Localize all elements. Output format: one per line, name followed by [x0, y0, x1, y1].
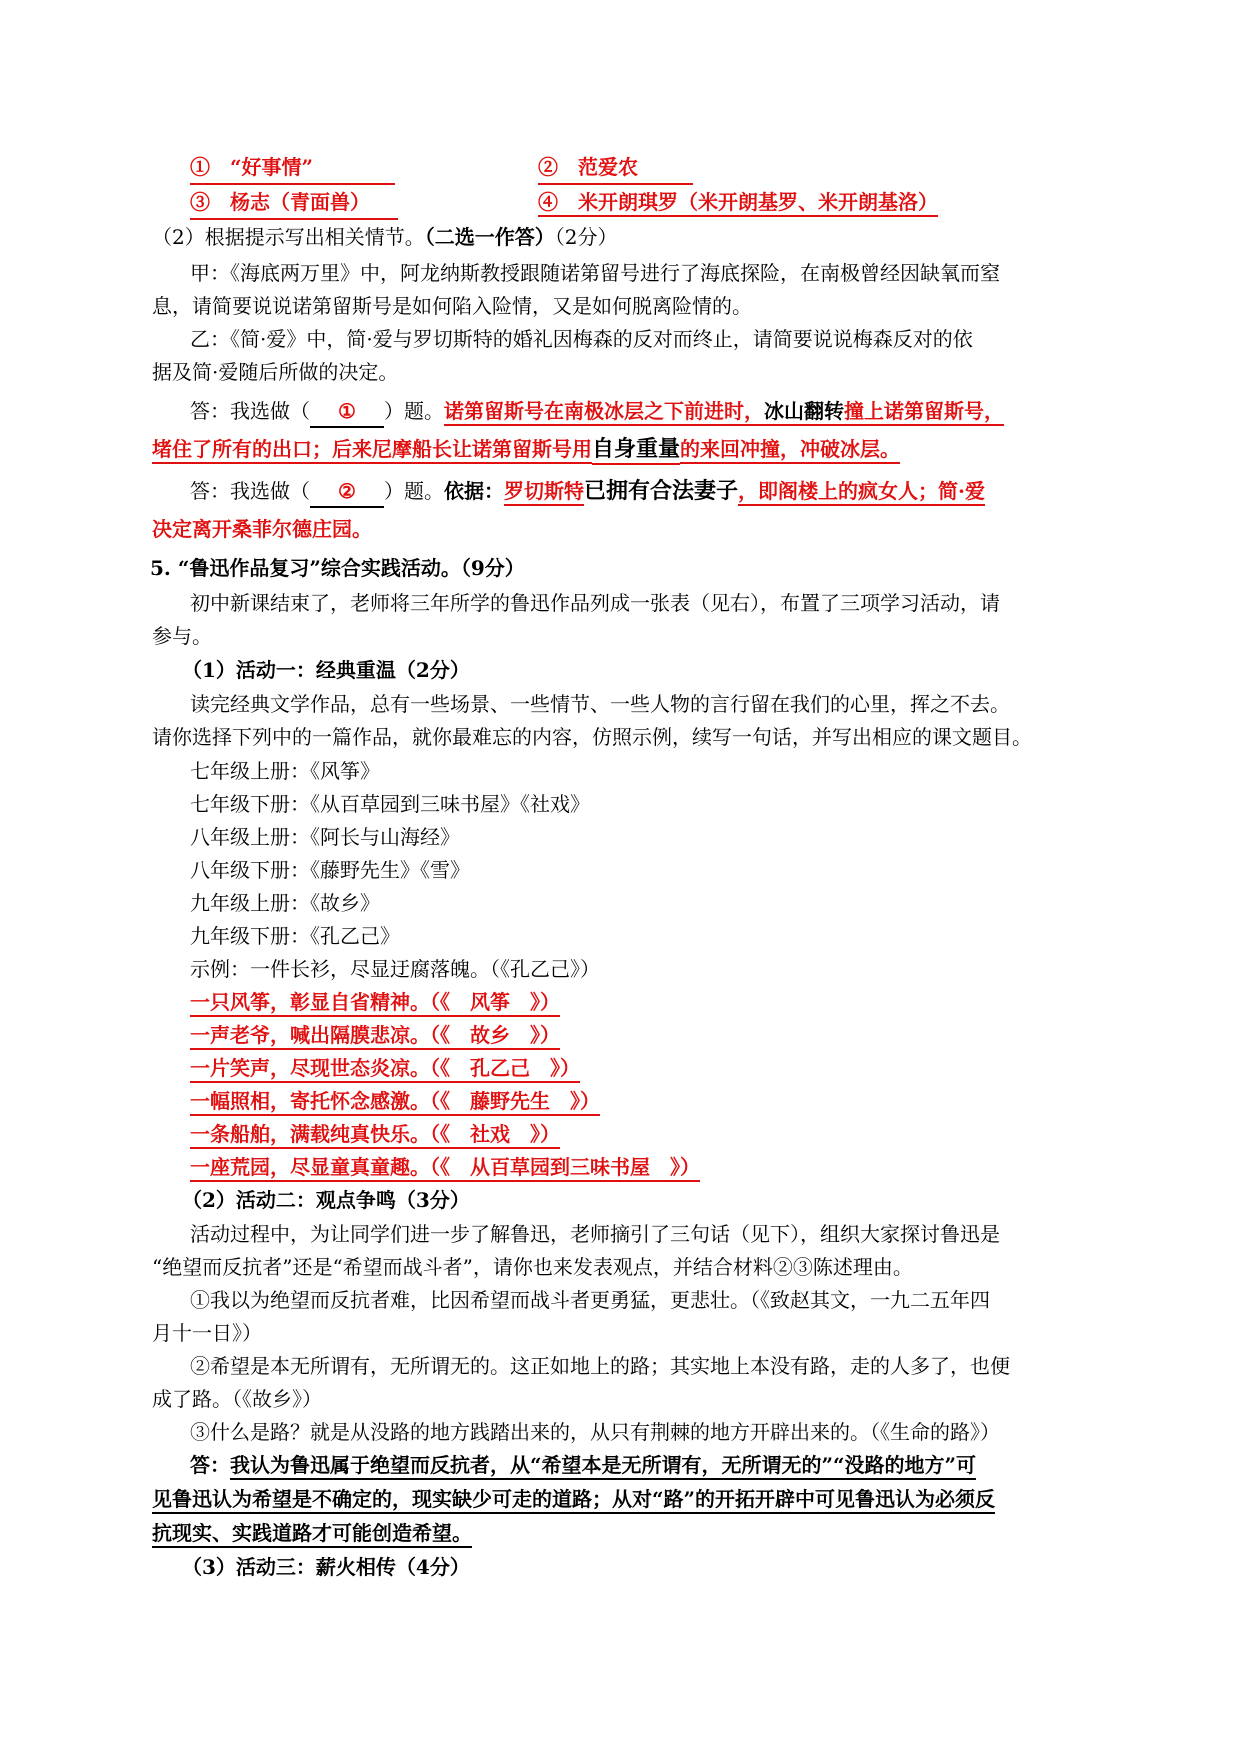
answer-1-line2: 堵住了所有的出口；后来尼摩船长让诺第留斯号用自身重量的来回冲撞，冲破冰层。: [152, 434, 900, 464]
answer-sentence: 一只风筝，彰显自省精神。（《 风筝 》）: [190, 987, 560, 1017]
answer-2-choice: ②: [310, 476, 384, 508]
example-sentence: 示例：一件长衫，尽显迂腐落魄。（《孔乙己》）: [190, 957, 600, 981]
activity-2-answer-line2: 见鲁迅认为希望是不确定的，现实缺少可走的道路；从对“路”的开拓开辟中可见鲁迅认为必须反: [152, 1484, 995, 1514]
answer-2-line1: 答：我选做（ ② ）题。依据：罗切斯特已拥有合法妻子，即阁楼上的疯女人；简·爱: [190, 476, 985, 508]
quote-3: ③什么是路？就是从没路的地方践踏出来的，从只有荆棘的地方开辟出来的。（《生命的路》）: [190, 1420, 1000, 1444]
answer-sentence: 一条船舶，满载纯真快乐。（《 社戏 》）: [190, 1119, 560, 1149]
q5-intro-line2: 参与。: [152, 624, 212, 648]
answer-2-line2: 决定离开桑菲尔德庄园。: [152, 517, 372, 541]
option-2: [538, 152, 693, 185]
answer-1-choice: ①: [310, 396, 384, 428]
activity-2-text-line2: “绝望而反抗者”还是“希望而战斗者”，请你也来发表观点，并结合材料②③陈述理由。: [152, 1255, 913, 1279]
answer-sentence: 一幅照相，寄托怀念感激。（《 藤野先生 》）: [190, 1086, 600, 1116]
activity-2-text-line1: 活动过程中，为让同学们进一步了解鲁迅，老师摘引了三句话（见下），组织大家探讨鲁迅是: [190, 1222, 1000, 1246]
option-4: [538, 187, 938, 217]
activity-2-answer-line3: 抗现实、实践道路才可能创造希望。: [152, 1518, 472, 1548]
activity-1-title: （1）活动一：经典重温（2分）: [182, 658, 470, 682]
works-item: 八年级下册：《藤野先生》《雪》: [190, 858, 470, 882]
activity-2-title: （2）活动二：观点争鸣（3分）: [182, 1188, 470, 1212]
quote-1-line1: ①我以为绝望而反抗者难，比因希望而战斗者更勇猛，更悲壮。（《致赵其文，一九二五年四: [190, 1288, 990, 1312]
works-item: 九年级上册：《故乡》: [190, 891, 380, 915]
prompt-jia-line2: 息，请简要说说诺第留斯号是如何陷入险情，又是如何脱离险情的。: [152, 294, 752, 318]
prompt-yi-line1: 乙：《简·爱》中，简·爱与罗切斯特的婚礼因梅森的反对而终止，请简要说说梅森反对的依: [190, 327, 973, 351]
answer-sentence: 一座荒园，尽显童真童趣。（《 从百草园到三味书屋 》）: [190, 1152, 700, 1182]
activity-3-title: （3）活动三：薪火相传（4分）: [182, 1555, 470, 1579]
option-1: [190, 152, 395, 185]
prompt-yi-line2: 据及简·爱随后所做的决定。: [152, 360, 399, 384]
part2-heading: （2）根据提示写出相关情节。（二选一作答）（2分）: [152, 225, 618, 249]
option-2-text: ② 范爱农: [538, 152, 693, 185]
option-3: [190, 187, 398, 220]
q5-title: 5. “鲁迅作品复习”综合实践活动。（9分）: [150, 556, 525, 580]
prompt-jia-line1: 甲：《海底两万里》中，阿龙纳斯教授跟随诺第留号进行了海底探险，在南极曾经因缺氧而窒: [190, 261, 1000, 285]
quote-2-line2: 成了路。（《故乡》）: [152, 1387, 322, 1411]
answer-1-line1: 答：我选做（ ① ）题。诺第留斯号在南极冰层之下前进时，冰山翻转撞上诺第留斯号，: [190, 396, 1004, 428]
works-item: 九年级下册：《孔乙己》: [190, 924, 400, 948]
activity-1-text-line1: 读完经典文学作品，总有一些场景、一些情节、一些人物的言行留在我们的心里，挥之不去。: [190, 692, 1010, 716]
option-1-text: ① “好事情”: [190, 152, 395, 185]
option-3-text: ③ 杨志（青面兽）: [190, 187, 398, 220]
works-item: 七年级下册：《从百草园到三味书屋》《社戏》: [190, 792, 590, 816]
q5-intro-line1: 初中新课结束了，老师将三年所学的鲁迅作品列成一张表（见右），布置了三项学习活动，请: [190, 591, 1000, 615]
quote-1-line2: 月十一日》）: [152, 1321, 262, 1345]
activity-1-text-line2: 请你选择下列中的一篇作品，就你最难忘的内容，仿照示例，续写一句话，并写出相应的课文题目。: [152, 725, 1032, 749]
activity-2-answer-line1: 答：我认为鲁迅属于绝望而反抗者，从“希望本是无所谓有，无所谓无的”“没路的地方”可: [190, 1450, 976, 1480]
answer-sentence: 一声老爷，喊出隔膜悲凉。（《 故乡 》）: [190, 1020, 560, 1050]
works-item: 七年级上册：《风筝》: [190, 759, 380, 783]
quote-2-line1: ②希望是本无所谓有，无所谓无的。这正如地上的路；其实地上本没有路，走的人多了，也便: [190, 1354, 1010, 1378]
works-item: 八年级上册：《阿长与山海经》: [190, 825, 460, 849]
option-4-text: ④ 米开朗琪罗（米开朗基罗、米开朗基洛）: [538, 190, 938, 217]
answer-sentence: 一片笑声，尽现世态炎凉。（《 孔乙己 》）: [190, 1053, 580, 1083]
